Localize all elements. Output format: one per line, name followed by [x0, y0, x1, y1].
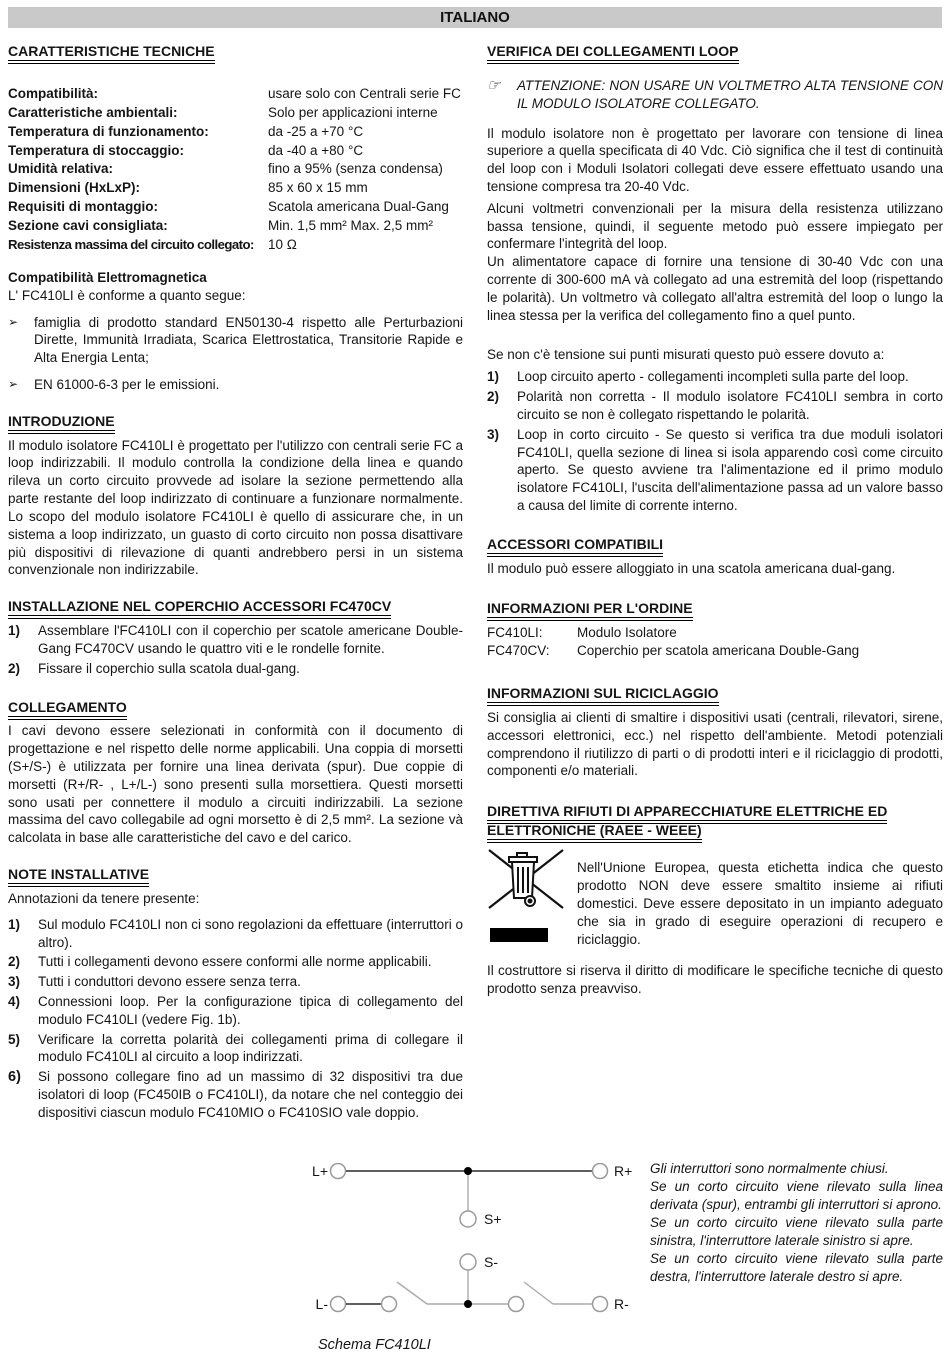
spec-value: Scatola americana Dual-Gang: [268, 199, 449, 215]
list-item: 1) Sul modulo FC410LI non ci sono regolazioni da effettuare (interruttori o altro).: [8, 916, 463, 950]
ordine-row: FC470CV: Coperchio per scatola americana Double-Gang: [487, 643, 860, 659]
introduzione-paragraph: Il modulo isolatore FC410LI è progettato per l'utilizzo con centrali serie FC a loop indirizzabili. Il modulo controlla la condizione della linea e quando rileva un corto circuito provvede ad isolare la sezione permettendo alla parte restante del loop indirizzato di continuare a funzionare normalmente. Lo scopo del modulo isolatore FC410LI è quello di assicurare che, in un sistema a loop indirizzato, un guasto di corto circuito non possa disattivare più dispositivi di rilevazione di quanti andrebbero persi in un sistema convenzionale non indirizzabile.: [8, 437, 463, 578]
section-heading-accessori: ACCESSORI COMPATIBILI: [487, 535, 943, 554]
spec-row: [8, 198, 463, 217]
contact-circle-right: [509, 1297, 524, 1312]
riciclaggio-paragraph: Si consiglia ai clienti di smaltire i dispositivi usati (centrali, rilevatori, sirene, accessori elettronici, ecc.) nel rispetto dell'ambiente. Metodi potenziali comprendono il riutilizzo di parti o di prodotti interi e il riciclaggio di prodotti, componenti e/o materiali.: [487, 709, 943, 779]
diagram-note: Se un corto circuito viene rilevato sulla parte sinistra, l'interruttore laterale sinistro si apre.: [650, 1214, 943, 1248]
terminal-label-s-minus: S-: [484, 1254, 498, 1270]
list-item: 2) Polarità non corretta - Il modulo isolatore FC410LI sembra in corto circuito se non è collegato rispettando le polarità.: [487, 389, 943, 422]
junction-dot-bottom: [464, 1300, 472, 1308]
terminal-label-r-plus: R+: [614, 1163, 633, 1179]
collegamento-paragraph: I cavi devono essere selezionati in conformità con il documento di progettazione e nel rispetto delle norme applicabili. Una coppia di morsetti (S+/S-) è utilizzata per fornire una linea derivata (spur). Due coppie di morsetti (R+/R- , L+/L-) sono presenti sulla morsettiera. Questi morsetti sono usati per connettere il modulo a circuiti indirizzabili. La sezione massima del cavo collegabile ad ogni morsetto è di 2,5 mm². La sezione và calcolata in base alle caratteristiche del cavo e del carico.: [8, 723, 463, 846]
language-header-bar: [8, 7, 942, 28]
spec-label: Sezione cavi consigliata:: [8, 218, 168, 234]
terminal-circle-s-minus: [460, 1254, 476, 1270]
no-voltage-intro: Se non c'è tensione sui punti misurati questo può essere dovuto a:: [487, 347, 885, 363]
section-heading-introduzione: INTRODUZIONE: [8, 412, 463, 431]
verifica-paragraph: Un alimentatore capace di fornire una tensione di 30-40 Vdc con una corrente di 300-600 mA và collegato ad una estremità del loop (rispettando le polarità). Un voltmetro và collegato all'altra estremità del loop o lungo la linea stessa per la verifica del collegamento fino a quel punto.: [487, 254, 943, 323]
spec-value: da -40 a +80 °C: [268, 142, 364, 158]
terminal-label-r-minus: R-: [614, 1296, 629, 1312]
verifica-paragraph: Alcuni voltmetri convenzionali per la misura della resistenza utilizzano bassa tensione, quindi, il seguente metodo può essere impiegato per confermare l'integrità del loop.: [487, 200, 943, 252]
spec-row: [8, 123, 463, 142]
list-item: 2) Tutti i collegamenti devono essere conformi alle norme applicabili.: [8, 954, 432, 970]
list-item: 5) Verificare la corretta polarità dei collegamenti prima di collegare il modulo FC410LI al circuito a loop indirizzati.: [8, 1031, 463, 1065]
spec-label: Temperatura di stoccaggio:: [8, 142, 185, 158]
list-item: 1) Loop circuito aperto - collegamenti incompleti sulla parte del loop.: [487, 369, 909, 385]
accessori-paragraph: Il modulo può essere alloggiato in una scatola americana dual-gang.: [487, 560, 896, 576]
junction-dot-top: [464, 1167, 472, 1175]
right-column: [487, 42, 943, 1002]
list-item: 1) Assemblare l'FC410LI con il coperchio per scatole americane Double-Gang FC470CV usando le quattro viti e le rondelle fornite.: [8, 623, 463, 656]
pointing-hand-icon: ☞: [487, 76, 501, 94]
list-item: 4) Connessioni loop. Per la configurazione tipica di collegamento del modulo FC410LI (vedere Fig. 1b).: [8, 994, 463, 1027]
language-header-label: ITALIANO: [440, 9, 510, 26]
note-intro: Annotazioni da tenere presente:: [8, 890, 200, 906]
left-column: [8, 42, 463, 1124]
switch-blade-right: [524, 1282, 553, 1304]
weee-icon-block: [487, 846, 577, 962]
terminal-circle-r-plus: [593, 1164, 608, 1179]
diagram-notes: [650, 1160, 943, 1286]
spec-value: fino a 95% (senza condensa): [268, 161, 443, 177]
terminal-circle-s-plus: [460, 1211, 476, 1227]
terminal-label-l-minus: L-: [315, 1296, 328, 1312]
spec-label: Resistenza massima del circuito collegato:: [8, 237, 254, 253]
spec-table: [8, 85, 463, 255]
spec-row: [8, 236, 463, 255]
spec-value: 85 x 60 x 15 mm: [268, 180, 368, 196]
spec-value: Min. 1,5 mm² Max. 2,5 mm²: [268, 218, 434, 234]
spec-row: [8, 85, 463, 104]
list-item: 2) Fissare il coperchio sulla scatola dual-gang.: [8, 660, 300, 676]
schema-circuit-diagram: [298, 1163, 643, 1328]
emc-bullet-text: famiglia di prodotto standard EN50130-4 rispetto alle Perturbazioni Dirette, Immunità Irradiata, Scarica Elettrostatica, Transitorie Rapide e Alta Energia Lenta;: [34, 314, 463, 366]
weee-crossed-bin-icon: [487, 848, 565, 914]
list-item: 6) Si possono collegare fino ad un massimo di 32 dispositivi tra due isolatori di loop (FC450IB o FC410LI), da notare che nel conteggio dei dispositivi ciascun modulo FC410MIO o FC410SIO vale doppio.: [8, 1069, 463, 1120]
spec-row: [8, 104, 463, 123]
terminal-label-l-plus: L+: [312, 1163, 328, 1179]
spec-row: [8, 160, 463, 179]
causes-list: [487, 368, 943, 515]
spec-row: [8, 217, 463, 236]
warning-note: [487, 77, 943, 113]
spec-label: Temperatura di funzionamento:: [8, 123, 209, 139]
terminal-circle-l-plus: [331, 1164, 346, 1179]
spec-label: Compatibilità:: [8, 85, 98, 101]
note-list: [8, 916, 463, 1122]
section-heading-weee: DIRETTIVA RIFIUTI DI APPARECCHIATURE ELETTRICHE ED ELETTRONICHE (RAEE - WEEE): [487, 802, 943, 840]
emc-intro: L' FC410LI è conforme a quanto segue:: [8, 287, 246, 303]
weee-paragraph: Nell'Unione Europea, questa etichetta indica che questo prodotto NON deve essere smaltito insieme ai rifiuti domestici. Deve essere depositato in un impianto adeguato che sia in grado di eseguire operazioni di recupero e riciclaggio.: [577, 860, 943, 947]
spec-label: Requisiti di montaggio:: [8, 199, 158, 215]
weee-section: [487, 846, 943, 962]
section-heading-installazione: INSTALLAZIONE NEL COPERCHIO ACCESSORI FC470CV: [8, 597, 463, 616]
switch-blade-left: [397, 1282, 427, 1304]
spec-label: Umidità relativa:: [8, 161, 114, 177]
spec-value: 10 Ω: [268, 237, 297, 253]
spec-row: [8, 142, 463, 161]
section-heading-ordine: INFORMAZIONI PER L'ORDINE: [487, 599, 943, 618]
ordine-table: [487, 624, 943, 660]
ordine-row: FC410LI: Modulo Isolatore: [487, 625, 677, 641]
spec-value: Solo per applicazioni interne: [268, 104, 438, 120]
verifica-paragraph: Il modulo isolatore non è progettato per lavorare con tensione di linea superiore a quella specificata di 40 Vdc. Ciò significa che il test di continuità del loop con i Moduli Isolatori collegati deve essere effettuato usando una tensione compresa tra 20-40 Vdc.: [487, 125, 943, 194]
section-heading-verifica: VERIFICA DEI COLLEGAMENTI LOOP: [487, 42, 943, 61]
spec-label: Caratteristiche ambientali:: [8, 104, 178, 120]
contact-circle-left: [382, 1297, 397, 1312]
schema-caption: Schema FC410LI: [318, 1337, 431, 1353]
section-heading-note-installative: NOTE INSTALLATIVE: [8, 865, 463, 884]
warning-text: ATTENZIONE: NON USARE UN VOLTMETRO ALTA TENSIONE CON IL MODULO ISOLATORE COLLEGATO.: [517, 77, 943, 111]
diagram-note: Se un corto circuito viene rilevato sulla linea derivata (spur), entrambi gli interruttori si aprono.: [650, 1178, 943, 1212]
emc-bullet-text: EN 61000-6-3 per le emissioni.: [34, 376, 220, 392]
section-heading-caratteristiche: CARATTERISTICHE TECNICHE: [8, 42, 463, 61]
arrow-bullet-icon: ➢: [8, 314, 19, 329]
section-heading-collegamento: COLLEGAMENTO: [8, 698, 463, 717]
arrow-bullet-icon: ➢: [8, 376, 19, 391]
manufacturer-disclaimer: Il costruttore si riserva il diritto di modificare le specifiche tecniche di questo prodotto senza preavviso.: [487, 962, 943, 996]
spec-value: da -25 a +70 °C: [268, 123, 364, 139]
emc-title: Compatibilità Elettromagnetica: [8, 269, 207, 285]
section-heading-riciclaggio: INFORMAZIONI SUL RICICLAGGIO: [487, 684, 943, 703]
spec-value: usare solo con Centrali serie FC: [268, 85, 461, 101]
emc-bullet-item: [8, 314, 463, 367]
terminal-circle-l-minus: [331, 1297, 346, 1312]
emc-bullet-item: [8, 376, 463, 394]
spec-label: Dimensioni (HxLxP):: [8, 180, 141, 196]
diagram-note: Se un corto circuito viene rilevato sulla parte destra, l'interruttore laterale destro si apre.: [650, 1250, 943, 1284]
terminal-label-s-plus: S+: [484, 1211, 502, 1227]
installazione-list: [8, 622, 463, 677]
diagram-note: Gli interruttori sono normalmente chiusi.: [650, 1161, 889, 1176]
terminal-circle-r-minus: [593, 1297, 608, 1312]
weee-black-bar: [490, 928, 548, 942]
list-item: 3) Tutti i conduttori devono essere senza terra.: [8, 974, 301, 990]
list-item: 3) Loop in corto circuito - Se questo si verifica tra due moduli isolatori FC410LI, quella sezione di linea si isola apparendo così come circuito aperto. Se questo avviene tra l'alimentazione ed il primo modulo isolatore FC410LI, l'uscita dell'alimentazione passa ad un valore basso a causa del limite di corrente interno.: [487, 426, 943, 513]
spec-row: [8, 179, 463, 198]
